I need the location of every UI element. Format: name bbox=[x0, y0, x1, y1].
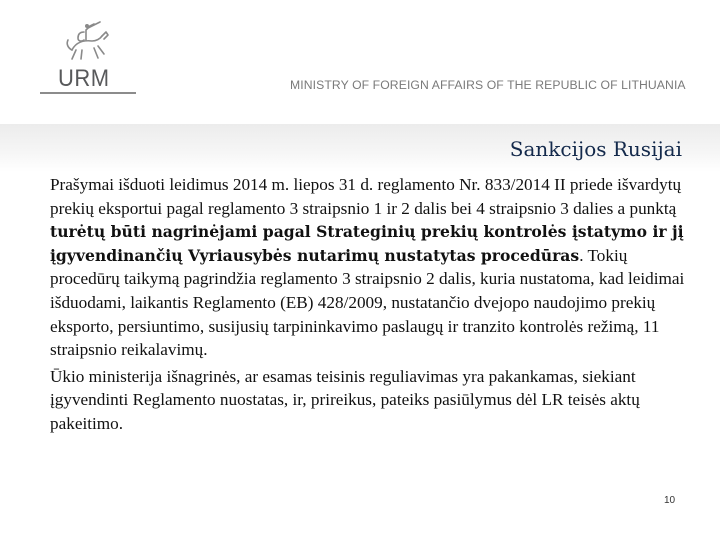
paragraph-2: Ūkio ministerija išnagrinės, ar esamas teisinis reguliavimas yra pakankamas, siekiant įgyvendinti Reglamento nuostatas, ir, prireikus, pateiks pasiūlymus dėl LR teisės aktų pakeitimo. bbox=[50, 366, 640, 433]
slide-title: Sankcijos Rusijai bbox=[509, 137, 682, 161]
slide-body bbox=[50, 173, 690, 436]
ministry-name: MINISTRY OF FOREIGN AFFAIRS OF THE REPUBLIC OF LITHUANIA bbox=[290, 78, 686, 92]
page-number: 10 bbox=[664, 495, 676, 506]
paragraph-1-start: Prašymai išduoti leidimus 2014 m. liepos 31 d. reglamento Nr. 833/2014 II priede išvardytų prekių eksportui pagal reglamento 3 straipsnio 1 ir 2 dalis bei 4 straipsnio 3 dalies a punktą bbox=[50, 175, 682, 218]
logo-text: URM bbox=[58, 64, 110, 92]
paragraph-1-bold: turėtų būti nagrinėjami pagal Strateginių prekių kontrolės įstatymo ir jį įgyvendinančių Vyriausybės nutarimų nustatytas procedūras bbox=[50, 222, 684, 265]
slide-header bbox=[0, 0, 720, 124]
logo-divider bbox=[40, 92, 136, 94]
paragraph-1 bbox=[50, 173, 690, 362]
paragraph-1-end: . Tokių procedūrų taikymą pagrindžia reglamento 3 straipsnio 2 dalis, kuria nustatoma, kad leidimai išduodami, laikantis Reglamento (EB) 428/2009, nustatančio dvejopo naudojimo prekių eksporto, persiuntimo, susijusių tarpininkavimo paslaugų ir tranzito kontrolės režimą, 11 straipsnio reikalavimų. bbox=[50, 245, 685, 360]
vytis-crest-icon bbox=[62, 20, 114, 62]
